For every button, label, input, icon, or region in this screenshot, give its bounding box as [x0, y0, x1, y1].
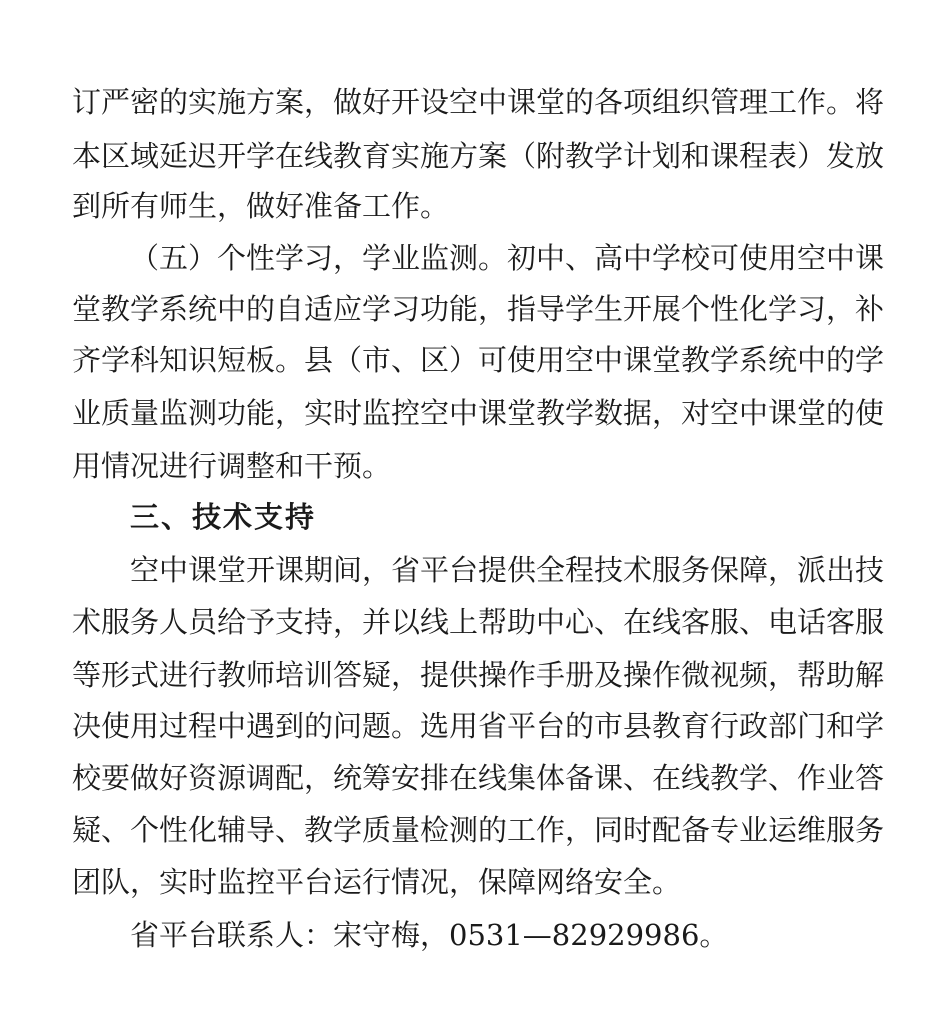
- paragraph-line: 校要做好资源调配，统筹安排在线集体备课、在线教学、作业答: [72, 761, 885, 795]
- paragraph-line: 本区域延迟开学在线教育实施方案（附教学计划和课程表）发放: [72, 139, 885, 173]
- paragraph-line: 业质量监测功能，实时监控空中课堂教学数据，对空中课堂的使: [72, 396, 885, 430]
- paragraph-line: 团队，实时监控平台运行情况，保障网络安全。: [72, 865, 682, 899]
- paragraph-line: 齐学科知识短板。县（市、区）可使用空中课堂教学系统中的学: [72, 343, 885, 377]
- paragraph-line: 订严密的实施方案，做好开设空中课堂的各项组织管理工作。将: [72, 85, 885, 119]
- paragraph-line: 堂教学系统中的自适应学习功能，指导学生开展个性化学习，补: [72, 292, 885, 326]
- paragraph-line: （五）个性学习，学业监测。初中、高中学校可使用空中课: [130, 241, 885, 275]
- paragraph-line: 用情况进行调整和干预。: [72, 449, 392, 483]
- paragraph-line: 术服务人员给予支持，并以线上帮助中心、在线客服、电话客服: [72, 605, 885, 639]
- contact-line: 省平台联系人：宋守梅，0531—82929986。: [130, 918, 729, 952]
- paragraph-line: 等形式进行教师培训答疑，提供操作手册及操作微视频，帮助解: [72, 658, 885, 692]
- paragraph-line: 空中课堂开课期间，省平台提供全程技术服务保障，派出技: [130, 553, 885, 587]
- paragraph-line: 疑、个性化辅导、教学质量检测的工作，同时配备专业运维服务: [72, 813, 885, 847]
- paragraph-line: 决使用过程中遇到的问题。选用省平台的市县教育行政部门和学: [72, 709, 885, 743]
- section-heading: 三、技术支持: [130, 500, 317, 534]
- paragraph-line: 到所有师生，做好准备工作。: [72, 189, 450, 223]
